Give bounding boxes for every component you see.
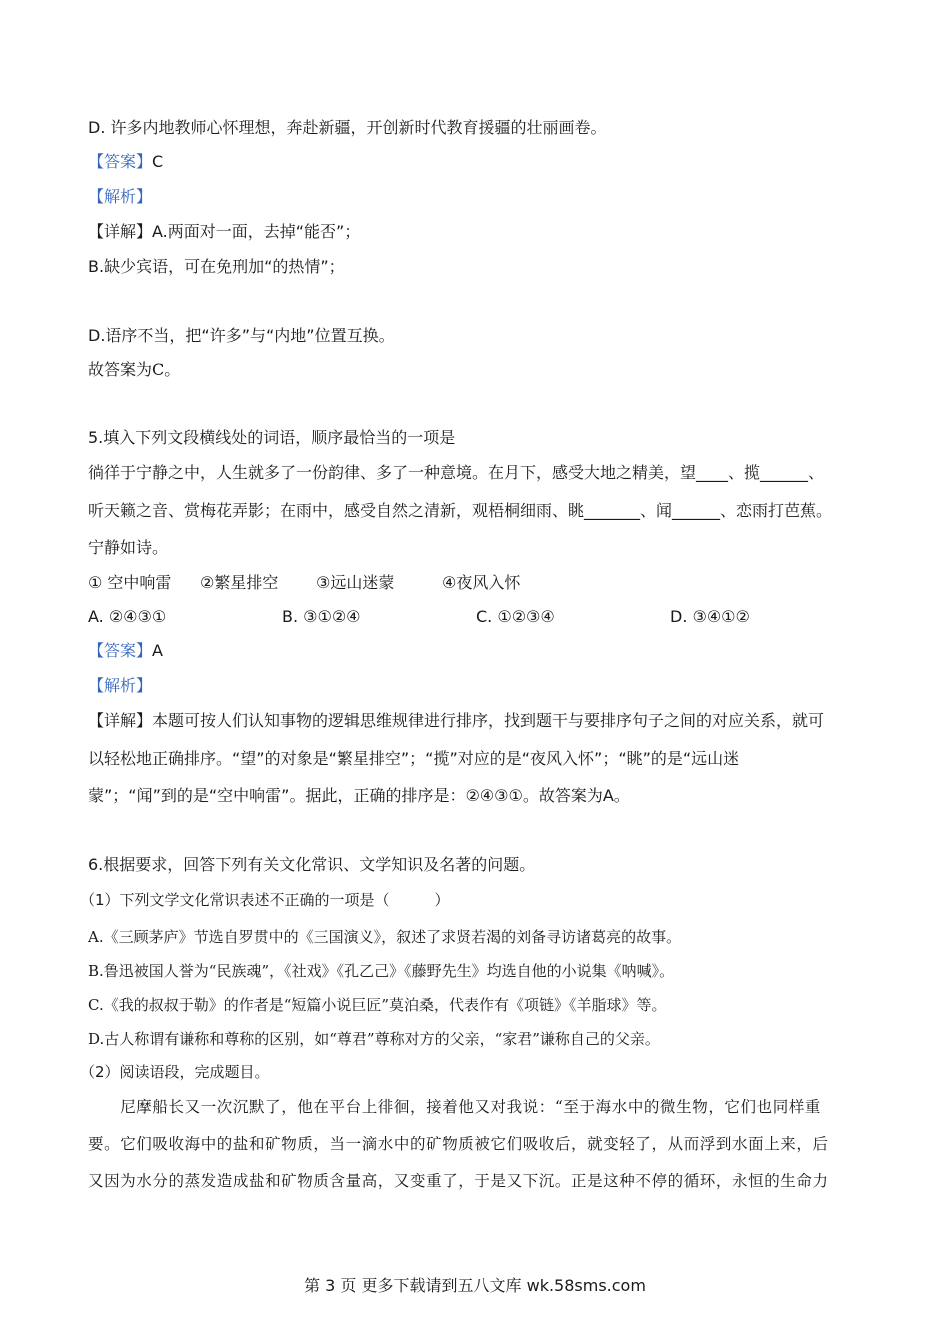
q5-detail-2: 以轻松地正确排序。“望”的对象是“繁星排空”；“揽”对应的是“夜风入怀”；“眺”的是“远山迷 [88,749,740,768]
detail-tag: 【详解】 [88,711,153,730]
answer-tag: 【答案】 [88,152,153,171]
q5-passage-3: 宁静如诗。 [88,538,169,557]
q4-detail-d: D.语序不当，把“许多”与“内地”位置互换。 [88,326,395,345]
q5-passage-1: 徜徉于宁静之中，人生就多了一份韵律、多了一种意境。在月下，感受大地之精美，望____、揽______、 [88,463,825,482]
q5-item-1: ① 空中响雷 [88,573,172,592]
q5-detail-3: 蒙”；“闻”到的是“空中响雷”。据此，正确的排序是：②④③①。故答案为A。 [88,786,630,805]
q5-answer: A [152,641,163,660]
q6-option-b: B.鲁迅被国人誉为“民族魂”，《社戏》《孔乙己》《藤野先生》均选自他的小说集《呐喊》。 [88,962,675,980]
detail-tag: 【详解】 [88,222,153,241]
q6-reading-line-2: 要。它们吸收海中的盐和矿物质，当一滴水中的矿物质被它们吸收后，就变轻了，从而浮到水面上来，后 [88,1135,829,1153]
q5-option-a: A. ②④③① [88,607,167,626]
q5-analysis-tag: 【解析】 [88,676,153,695]
q6-option-d: D.古人称谓有谦称和尊称的区别，如“尊君”尊称对方的父亲，“家君”谦称自己的父亲。 [88,1030,660,1048]
q6-reading-line-1: 尼摩船长又一次沉默了，他在平台上徘徊，接着他又对我说：“至于海水中的微生物，它们也同样重 [88,1098,822,1116]
q5-option-b: B. ③①②④ [282,607,361,626]
q4-option-d: D. 许多内地教师心怀理想，奔赴新疆，开创新时代教育援疆的壮丽画卷。 [88,118,607,137]
q6-sub1: （1）下列文学文化常识表述不正确的一项是（ ） [80,891,450,909]
answer-tag: 【答案】 [88,641,153,660]
q5-item-4: ④夜风入怀 [442,573,521,592]
q5-option-d: D. ③④①② [670,607,750,626]
q5-stem: 5.填入下列文段横线处的词语，顺序最恰当的一项是 [88,428,456,447]
q6-stem: 6.根据要求，回答下列有关文化常识、文学知识及名著的问题。 [88,855,536,874]
q4-detail-b: B.缺少宾语，可在免刑加“的热情”； [88,257,345,276]
q5-option-c: C. ①②③④ [476,607,555,626]
q5-detail-line-1 [88,711,824,731]
q6-sub2: （2）阅读语段，完成题目。 [80,1063,270,1081]
q6-option-c: C.《我的叔叔于勒》的作者是“短篇小说巨匠”莫泊桑，代表作有《项链》《羊脂球》等。 [88,996,667,1014]
q4-detail-a-line [88,222,360,242]
q4-answer-line [88,152,163,172]
q5-detail-1: 本题可按人们认知事物的逻辑思维规律进行排序，找到题干与要排序句子之间的对应关系，就可 [152,711,825,730]
q4-detail-a: A.两面对一面，去掉“能否”； [152,222,361,241]
q4-conclusion: 故答案为C。 [88,360,181,379]
q5-passage-2: 听天籁之音、赏梅花弄影；在雨中，感受自然之清新，观梧桐细雨、眺_______、闻______、恋雨打芭蕉。 [88,501,833,520]
page-footer: 第 3 页 更多下载请到五八文库 wk.58sms.com [304,1276,646,1295]
q6-option-a: A.《三顾茅庐》节选自罗贯中的《三国演义》，叙述了求贤若渴的刘备寻访诸葛亮的故事。 [88,928,682,946]
q5-item-2: ②繁星排空 [200,573,279,592]
q6-reading-line-3: 又因为水分的蒸发造成盐和矿物质含量高，又变重了，于是又下沉。正是这种不停的循环，永恒的生命力 [88,1172,829,1190]
q4-answer: C [152,152,164,171]
q5-item-3: ③远山迷蒙 [316,573,395,592]
q4-analysis-tag: 【解析】 [88,187,153,206]
q5-answer-line [88,641,163,661]
